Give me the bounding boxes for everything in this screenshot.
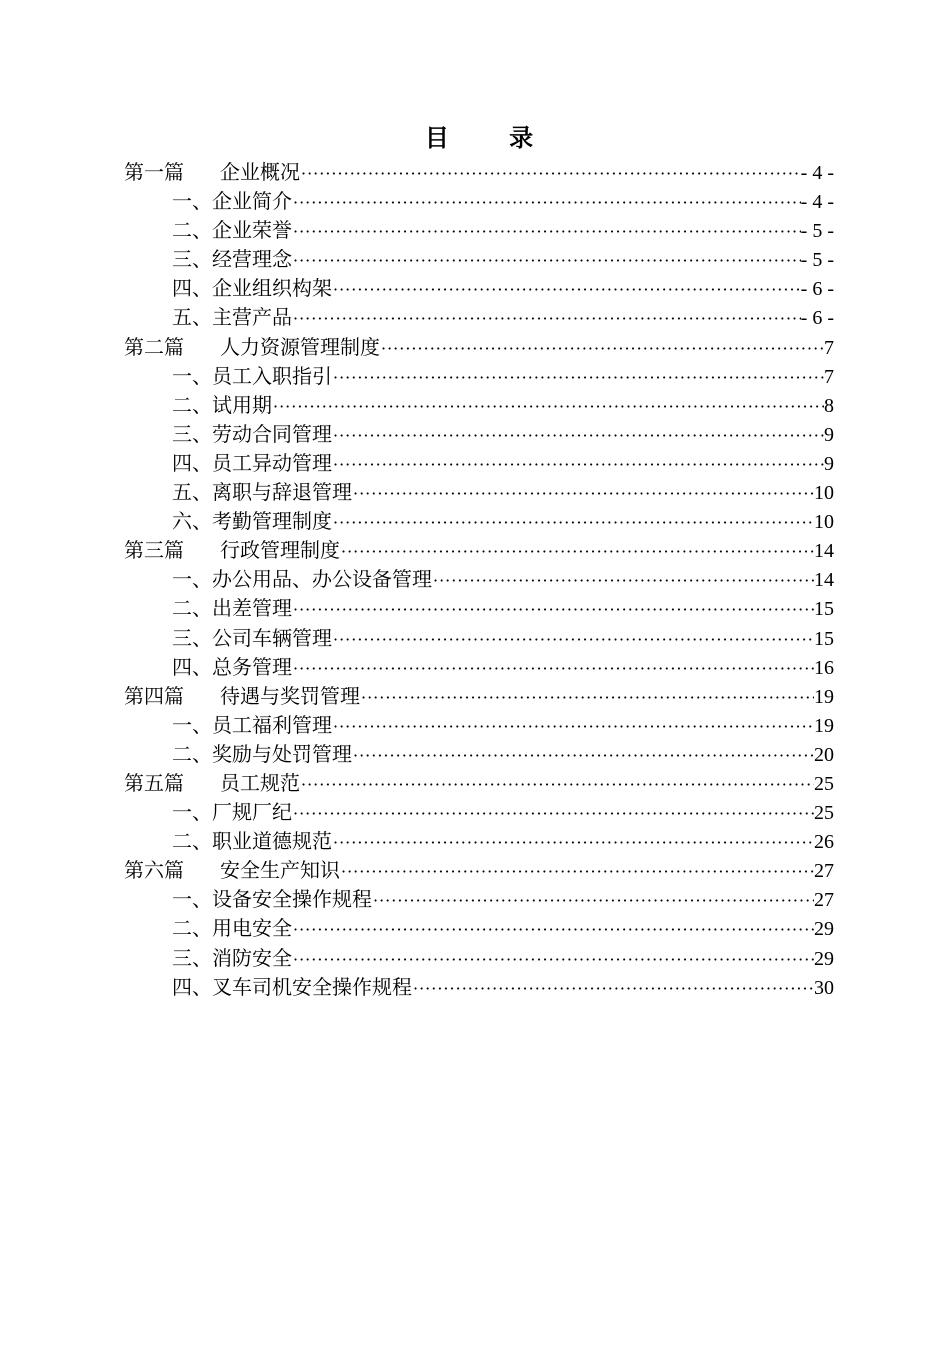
toc-page-number: 27 — [814, 889, 834, 912]
toc-entry-section[interactable] — [124, 303, 834, 332]
toc-entry-prefix: 三、 — [172, 421, 212, 446]
toc-dot-leader — [292, 304, 801, 332]
toc-entry-prefix: 第一篇 — [124, 160, 184, 184]
toc-entry-text: 待遇与奖罚管理 — [220, 683, 360, 708]
toc-entry-label — [172, 216, 292, 245]
toc-page-number: 19 — [814, 685, 834, 708]
toc-page-number: 15 — [814, 598, 834, 621]
toc-entry-prefix: 二、 — [172, 829, 212, 854]
toc-page-number: 26 — [814, 831, 834, 854]
toc-page-number: - 6 - — [800, 307, 834, 330]
toc-page-number: 10 — [814, 482, 834, 505]
toc-dot-leader — [352, 479, 814, 507]
toc-entry-text: 公司车辆管理 — [212, 625, 332, 650]
toc-entry-prefix: 二、 — [172, 741, 212, 766]
toc-entry-prefix: 第二篇 — [124, 334, 184, 359]
toc-entry-prefix: 二、 — [172, 218, 212, 243]
toc-dot-leader — [272, 392, 824, 420]
toc-entry-text: 劳动合同管理 — [212, 421, 332, 446]
toc-dot-leader — [372, 886, 814, 914]
toc-page-number: 7 — [824, 365, 834, 388]
toc-entry-prefix: 第五篇 — [124, 770, 184, 795]
toc-entry-prefix: 一、 — [172, 567, 212, 592]
toc-entry-label — [172, 594, 292, 623]
toc-entry-text: 经营理念 — [212, 247, 292, 272]
toc-entry-text: 职业道德规范 — [212, 829, 332, 854]
toc-entry-text: 离职与辞退管理 — [212, 480, 352, 505]
toc-page-number: 29 — [814, 918, 834, 941]
toc-entry-section[interactable] — [124, 187, 834, 216]
toc-entry-text: 企业概况 — [220, 160, 300, 184]
toc-dot-leader — [432, 566, 814, 594]
toc-entry-prefix: 三、 — [172, 247, 212, 272]
toc-dot-leader — [292, 945, 814, 973]
toc-dot-leader — [332, 421, 824, 449]
toc-entry-label — [172, 827, 332, 856]
toc-dot-leader — [340, 537, 814, 565]
toc-entry-label — [124, 333, 380, 362]
toc-entry-text: 行政管理制度 — [220, 538, 340, 563]
toc-entry-prefix: 五、 — [172, 305, 212, 330]
toc-entry-prefix: 四、 — [172, 276, 212, 301]
toc-dot-leader — [292, 915, 814, 943]
toc-dot-leader — [332, 275, 801, 303]
toc-entry-prefix: 二、 — [172, 392, 212, 417]
toc-entry-text: 试用期 — [212, 392, 272, 417]
toc-entry-prefix: 第四篇 — [124, 683, 184, 708]
toc-entry-section[interactable] — [124, 449, 834, 478]
toc-entry-label — [172, 245, 292, 274]
toc-entry-chapter[interactable] — [124, 536, 834, 565]
toc-entry-section[interactable] — [124, 973, 834, 1002]
toc-entry-section[interactable] — [124, 827, 834, 856]
toc-page-number: 19 — [814, 714, 834, 737]
toc-entry-prefix: 四、 — [172, 654, 212, 679]
toc-entry-label — [172, 303, 292, 332]
toc-entry-label — [172, 914, 292, 943]
toc-dot-leader — [292, 799, 814, 827]
toc-entry-section[interactable] — [124, 478, 834, 507]
toc-dot-leader — [380, 334, 824, 362]
toc-entry-section[interactable] — [124, 594, 834, 623]
toc-entry-prefix: 二、 — [172, 916, 212, 941]
toc-entry-chapter[interactable] — [124, 856, 834, 885]
toc-entry-chapter[interactable] — [124, 158, 834, 187]
toc-entry-label — [172, 653, 292, 682]
toc-entry-prefix: 第六篇 — [124, 858, 184, 883]
toc-entry-prefix: 五、 — [172, 480, 212, 505]
toc-page-number: - 5 - — [800, 220, 834, 243]
toc-page-number: - 6 - — [800, 278, 834, 301]
toc-entry-label — [172, 478, 352, 507]
toc-entry-label — [124, 856, 340, 885]
toc-entry-prefix: 一、 — [172, 189, 212, 214]
toc-entry-label — [124, 536, 340, 565]
toc-page-number: 27 — [814, 860, 834, 883]
toc-entry-chapter[interactable] — [124, 333, 834, 362]
toc-entry-prefix: 二、 — [172, 596, 212, 621]
toc-entry-text: 员工异动管理 — [212, 450, 332, 475]
toc-dot-leader — [292, 188, 801, 216]
toc-entry-prefix: 第三篇 — [124, 538, 184, 563]
toc-dot-leader — [332, 450, 824, 478]
toc-entry-text: 企业简介 — [212, 189, 292, 214]
toc-page-number: 14 — [814, 540, 834, 563]
toc-entry-label — [172, 740, 352, 769]
toc-page-number: - 4 - — [800, 191, 834, 214]
toc-dot-leader — [332, 828, 814, 856]
toc-entry-section[interactable] — [124, 216, 834, 245]
toc-entry-prefix: 四、 — [172, 450, 212, 475]
toc-entry-label — [172, 187, 292, 216]
toc-entry-section[interactable] — [124, 711, 834, 740]
toc-entry-label — [172, 798, 292, 827]
toc-dot-leader — [360, 683, 814, 711]
toc-entry-text: 消防安全 — [212, 945, 292, 970]
toc-entry-label — [172, 624, 332, 653]
toc-entry-text: 企业组织构架 — [212, 276, 332, 301]
toc-entry-section[interactable] — [124, 274, 834, 303]
toc-entry-section[interactable] — [124, 914, 834, 943]
toc-entry-section[interactable] — [124, 798, 834, 827]
toc-page-number: 29 — [814, 947, 834, 970]
toc-entry-section[interactable] — [124, 245, 834, 274]
toc-entry-section[interactable] — [124, 362, 834, 391]
toc-entry-label — [172, 565, 432, 594]
toc-dot-leader — [292, 246, 801, 274]
toc-dot-leader — [292, 654, 814, 682]
toc-page-number: 16 — [814, 656, 834, 679]
toc-entry-section[interactable] — [124, 653, 834, 682]
toc-entry-label — [172, 449, 332, 478]
toc-page-number: 10 — [814, 511, 834, 534]
toc-entry-text: 厂规厂纪 — [212, 800, 292, 825]
toc-title: 目 录 — [424, 123, 560, 152]
toc-entry-label — [172, 420, 332, 449]
toc-entry-text: 设备安全操作规程 — [212, 887, 372, 912]
toc-entry-text: 企业荣誉 — [212, 218, 292, 243]
toc-entry-text: 人力资源管理制度 — [220, 334, 380, 359]
toc-entry-text: 安全生产知识 — [220, 858, 340, 883]
toc-entry-section[interactable] — [124, 565, 834, 594]
toc-dot-leader — [300, 770, 814, 798]
toc-entry-prefix: 一、 — [172, 712, 212, 737]
toc-entry-text: 办公用品、办公设备管理 — [212, 567, 432, 592]
toc-page-number: 25 — [814, 772, 834, 795]
toc-entry-label — [172, 274, 332, 303]
toc-page-number: 25 — [814, 802, 834, 825]
toc-dot-leader — [332, 625, 814, 653]
toc-page-number: 30 — [814, 976, 834, 999]
toc-entry-label — [172, 973, 412, 1002]
toc-entry-text: 考勤管理制度 — [212, 509, 332, 534]
toc-entry-text: 叉车司机安全操作规程 — [212, 974, 412, 999]
toc-dot-leader — [332, 363, 824, 391]
toc-entry-text: 总务管理 — [212, 654, 292, 679]
toc-entry-text: 出差管理 — [212, 596, 292, 621]
toc-dot-leader — [332, 712, 814, 740]
toc-page-number: 9 — [824, 423, 834, 446]
toc-entry-label — [172, 944, 292, 973]
toc-entry-text: 员工规范 — [220, 770, 300, 795]
toc-page-number: 15 — [814, 627, 834, 650]
toc-dot-leader — [332, 508, 814, 536]
toc-page-number: 7 — [824, 336, 834, 359]
toc-dot-leader — [292, 595, 814, 623]
toc-dot-leader — [292, 217, 801, 245]
toc-entry-label — [124, 158, 300, 187]
toc-page-number: - 4 - — [800, 162, 834, 184]
toc-entry-prefix: 四、 — [172, 974, 212, 999]
toc-list — [124, 158, 834, 1002]
toc-dot-leader — [352, 741, 814, 769]
toc-entry-section[interactable] — [124, 507, 834, 536]
toc-entry-prefix: 一、 — [172, 800, 212, 825]
toc-entry-chapter[interactable] — [124, 769, 834, 798]
toc-entry-text: 员工入职指引 — [212, 363, 332, 388]
toc-dot-leader — [300, 159, 801, 187]
toc-entry-prefix: 三、 — [172, 625, 212, 650]
toc-entry-label — [124, 682, 360, 711]
toc-entry-text: 奖励与处罚管理 — [212, 741, 352, 766]
toc-entry-label — [172, 362, 332, 391]
toc-entry-section[interactable] — [124, 740, 834, 769]
toc-entry-prefix: 三、 — [172, 945, 212, 970]
toc-entry-chapter[interactable] — [124, 682, 834, 711]
toc-entry-label — [172, 885, 372, 914]
toc-entry-label — [172, 391, 272, 420]
toc-entry-label — [124, 769, 300, 798]
toc-page-number: 20 — [814, 743, 834, 766]
toc-entry-prefix: 六、 — [172, 509, 212, 534]
toc-page-number: 8 — [824, 394, 834, 417]
toc-entry-prefix: 一、 — [172, 887, 212, 912]
toc-entry-section[interactable] — [124, 944, 834, 973]
toc-page-number: 9 — [824, 452, 834, 475]
toc-page-number: 14 — [814, 569, 834, 592]
toc-entry-section[interactable] — [124, 391, 834, 420]
toc-entry-text: 主营产品 — [212, 305, 292, 330]
toc-entry-prefix: 一、 — [172, 363, 212, 388]
toc-entry-text: 用电安全 — [212, 916, 292, 941]
toc-entry-section[interactable] — [124, 624, 834, 653]
toc-entry-section[interactable] — [124, 885, 834, 914]
toc-entry-label — [172, 507, 332, 536]
toc-entry-section[interactable] — [124, 420, 834, 449]
toc-entry-text: 员工福利管理 — [212, 712, 332, 737]
toc-entry-label — [172, 711, 332, 740]
toc-page-number: - 5 - — [800, 249, 834, 272]
toc-dot-leader — [340, 857, 814, 885]
toc-dot-leader — [412, 974, 814, 1002]
